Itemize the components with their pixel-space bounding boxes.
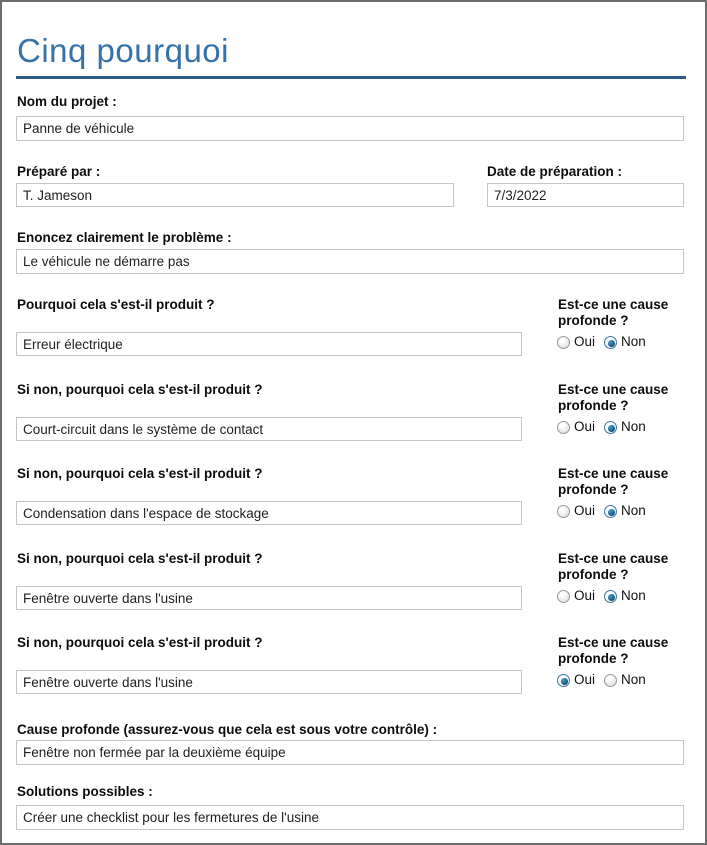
radio-non-label[interactable]: Non [621, 503, 646, 518]
root-cause-question-label: Est-ce une cause profonde ? [558, 466, 669, 497]
radio-non[interactable] [604, 421, 617, 434]
root-cause-input[interactable] [16, 740, 684, 765]
why-row [2, 466, 707, 551]
radio-non[interactable] [604, 590, 617, 603]
project-name-label: Nom du projet : [17, 94, 117, 109]
radio-oui-label[interactable]: Oui [574, 672, 596, 687]
solutions-label: Solutions possibles : [17, 784, 153, 799]
radio-non-label[interactable]: Non [621, 588, 646, 603]
radio-oui-label[interactable]: Oui [574, 419, 596, 434]
why-question-label: Pourquoi cela s'est-il produit ? [17, 297, 215, 312]
why-answer-input[interactable] [16, 586, 522, 610]
radio-non[interactable] [604, 674, 617, 687]
solutions-input[interactable] [16, 805, 684, 830]
radio-oui[interactable] [557, 336, 570, 349]
why-row [2, 297, 707, 382]
root-cause-radio-group [557, 419, 646, 435]
radio-non-label[interactable]: Non [621, 334, 646, 349]
why-row [2, 382, 707, 467]
radio-non-label[interactable]: Non [621, 672, 646, 687]
root-cause-radio-group [557, 503, 646, 519]
project-name-input[interactable] [16, 116, 684, 141]
radio-non[interactable] [604, 336, 617, 349]
why-row [2, 551, 707, 636]
prep-date-label: Date de préparation : [487, 164, 623, 179]
root-cause-question-label: Est-ce une cause profonde ? [558, 382, 669, 413]
radio-oui[interactable] [557, 505, 570, 518]
page-title: Cinq pourquoi [17, 32, 229, 69]
why-answer-input[interactable] [16, 501, 522, 525]
why-question-label: Si non, pourquoi cela s'est-il produit ? [17, 382, 263, 397]
root-cause-question-label: Est-ce une cause profonde ? [558, 635, 669, 666]
root-cause-question-label: Est-ce une cause profonde ? [558, 297, 669, 328]
root-cause-radio-group [557, 588, 646, 604]
radio-oui[interactable] [557, 674, 570, 687]
prepared-by-label: Préparé par : [17, 164, 101, 179]
why-answer-input[interactable] [16, 417, 522, 441]
radio-non[interactable] [604, 505, 617, 518]
radio-oui-label[interactable]: Oui [574, 588, 596, 603]
root-cause-label: Cause profonde (assurez-vous que cela est sous votre contrôle) : [17, 722, 438, 737]
why-answer-input[interactable] [16, 670, 522, 694]
why-row [2, 635, 707, 720]
root-cause-radio-group [557, 672, 646, 688]
why-question-label: Si non, pourquoi cela s'est-il produit ? [17, 635, 263, 650]
radio-oui[interactable] [557, 421, 570, 434]
problem-input[interactable] [16, 249, 684, 274]
radio-non-label[interactable]: Non [621, 419, 646, 434]
why-answer-input[interactable] [16, 332, 522, 356]
why-question-label: Si non, pourquoi cela s'est-il produit ? [17, 466, 263, 481]
radio-oui-label[interactable]: Oui [574, 503, 596, 518]
radio-oui-label[interactable]: Oui [574, 334, 596, 349]
root-cause-radio-group [557, 334, 646, 350]
why-question-label: Si non, pourquoi cela s'est-il produit ? [17, 551, 263, 566]
problem-label: Enoncez clairement le problème : [17, 230, 232, 245]
radio-oui[interactable] [557, 590, 570, 603]
root-cause-question-label: Est-ce une cause profonde ? [558, 551, 669, 582]
prepared-by-input[interactable] [16, 183, 454, 207]
title-rule [16, 76, 686, 79]
prep-date-input[interactable] [487, 183, 684, 207]
